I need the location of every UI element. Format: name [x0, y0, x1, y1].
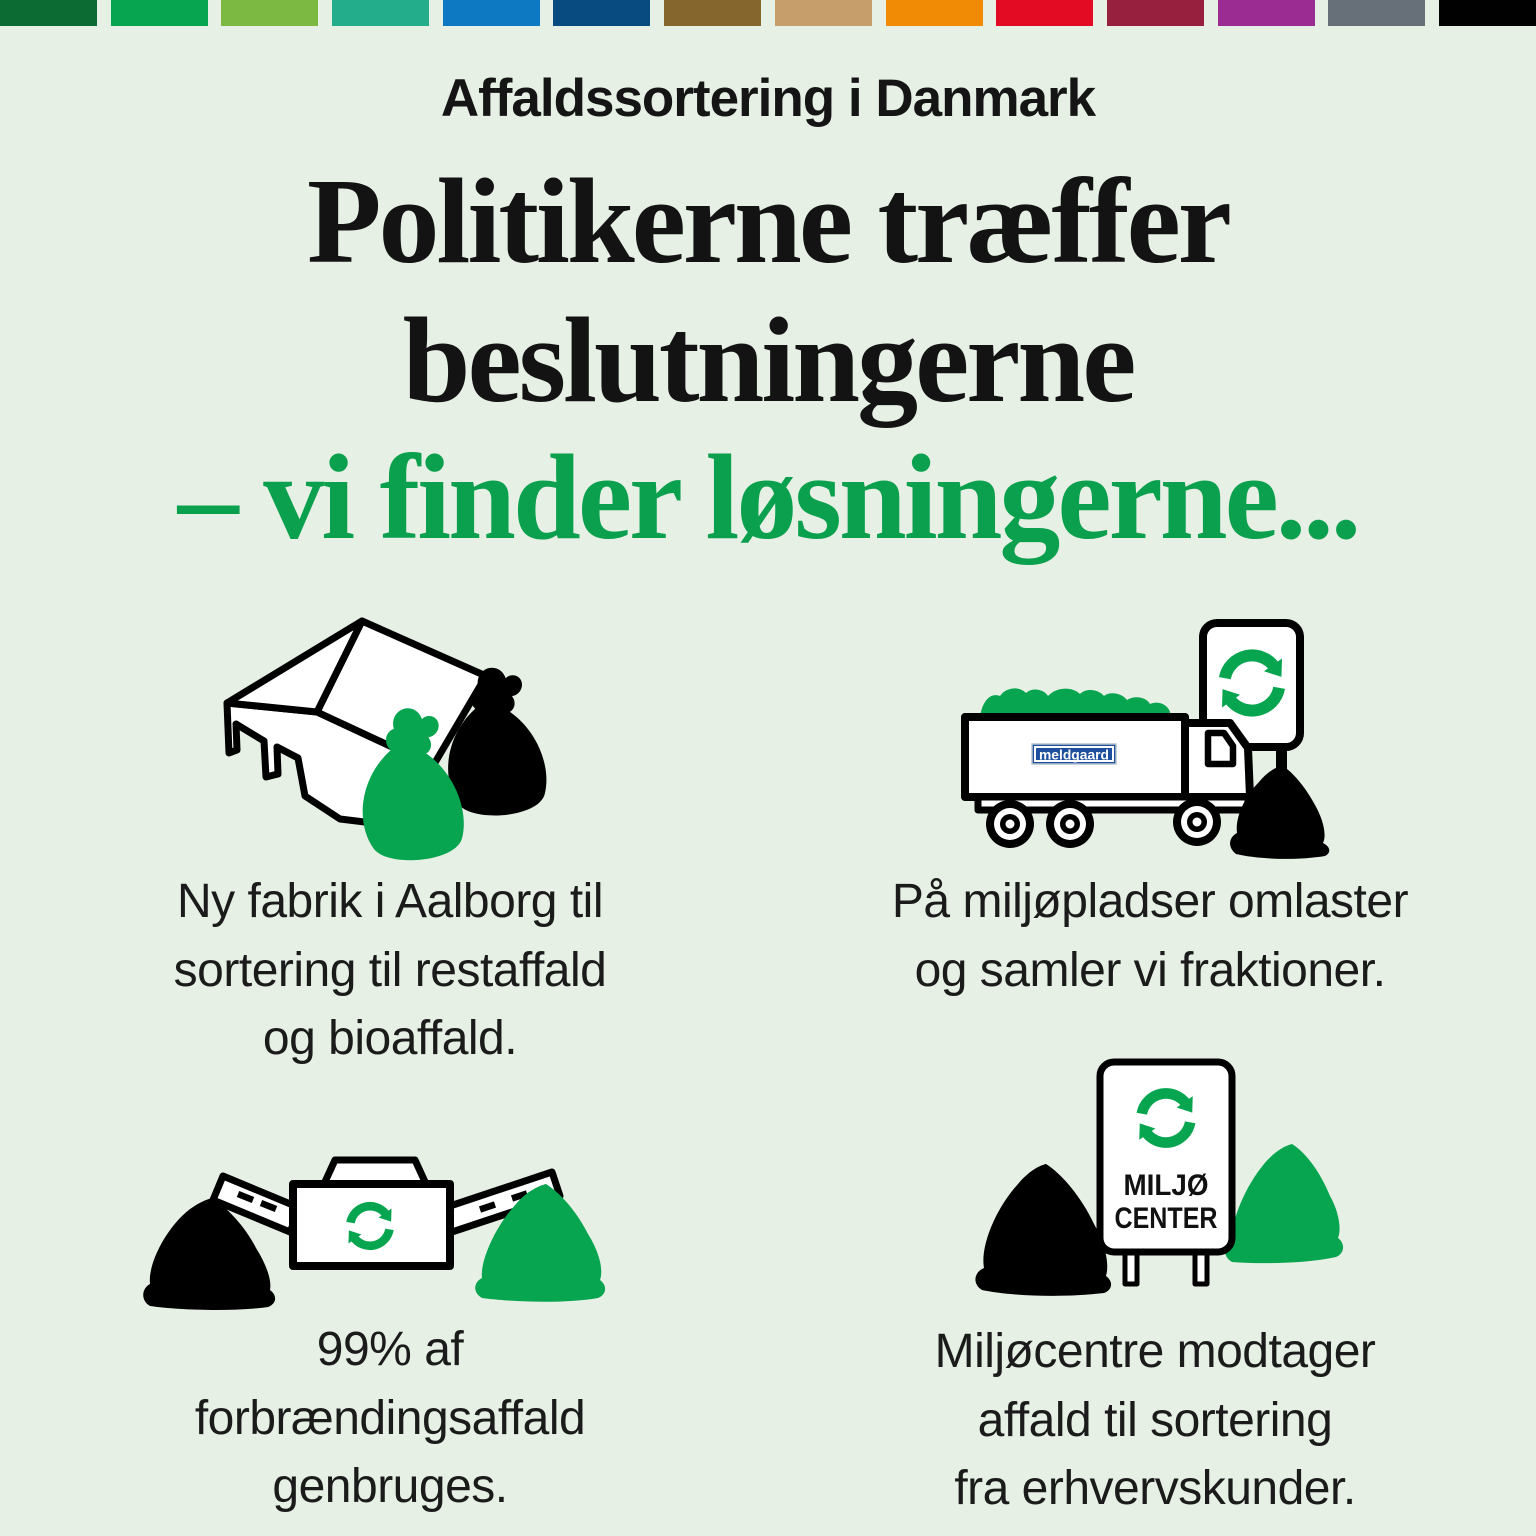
- caption-line: forbrændingsaffald: [194, 1391, 586, 1445]
- caption-line: Miljøcentre modtager: [934, 1325, 1376, 1378]
- sign-text-line-1: MILJØ: [1123, 1169, 1209, 1202]
- kicker-title: Affaldssortering i Danmark: [440, 69, 1096, 128]
- caption-line: På miljøpladser omlaster: [891, 875, 1409, 928]
- green-waste-pile-icon: [1225, 1144, 1343, 1263]
- machine-body: [293, 1184, 450, 1266]
- sorting-machine-with-waste-piles-icon: [120, 1120, 640, 1340]
- palette-swatch: [775, 0, 872, 26]
- meldgaard-truck-with-recycle-sign-icon: [930, 600, 1370, 880]
- headline: [0, 152, 1536, 430]
- subhead: – vi finder løsningerne...: [177, 430, 1359, 565]
- palette-swatch: [443, 0, 540, 26]
- caption-incineration: [60, 1316, 720, 1522]
- palette-swatch: [664, 0, 761, 26]
- truck-label-plate: [1032, 744, 1116, 764]
- headline-line-2: beslutningerne: [402, 293, 1134, 429]
- palette-swatch: [1328, 0, 1425, 26]
- sign-text-line-2: CENTER: [1114, 1202, 1218, 1235]
- caption-factory: [40, 868, 740, 1074]
- warehouse-with-waste-bags-icon: [180, 600, 600, 880]
- palette-swatch: [1218, 0, 1315, 26]
- caption-transfer: [800, 868, 1500, 1005]
- palette-swatch: [1107, 0, 1204, 26]
- caption-line: genbruges.: [272, 1460, 508, 1514]
- caption-miljocenter: [810, 1318, 1500, 1524]
- caption-line: sortering til restaffald: [173, 943, 607, 997]
- palette-swatch: [996, 0, 1093, 26]
- green-waste-load: [980, 688, 1171, 717]
- caption-line: 99% af: [316, 1323, 464, 1376]
- palette-swatch: [111, 0, 208, 26]
- black-waste-pile-icon: [975, 1164, 1111, 1296]
- caption-line: fra erhvervskunder.: [954, 1462, 1356, 1516]
- palette-swatch: [221, 0, 318, 26]
- truck-window: [1208, 733, 1233, 764]
- palette-swatch: [553, 0, 650, 26]
- palette-swatch: [0, 0, 97, 26]
- caption-line: Ny fabrik i Aalborg til: [176, 875, 603, 928]
- headline-line-1: Politikerne træffer: [307, 154, 1229, 289]
- caption-line: og samler vi fraktioner.: [914, 943, 1386, 997]
- caption-line: og bioaffald.: [262, 1012, 518, 1066]
- miljocenter-sign-with-waste-piles-icon: [960, 1040, 1380, 1320]
- caption-line: affald til sortering: [977, 1393, 1333, 1447]
- palette-swatch: [886, 0, 983, 26]
- palette-swatch: [332, 0, 429, 26]
- palette-swatch: [1439, 0, 1536, 26]
- palette-strip: [0, 0, 1536, 26]
- truck-label-text: meldgaard: [1039, 746, 1109, 763]
